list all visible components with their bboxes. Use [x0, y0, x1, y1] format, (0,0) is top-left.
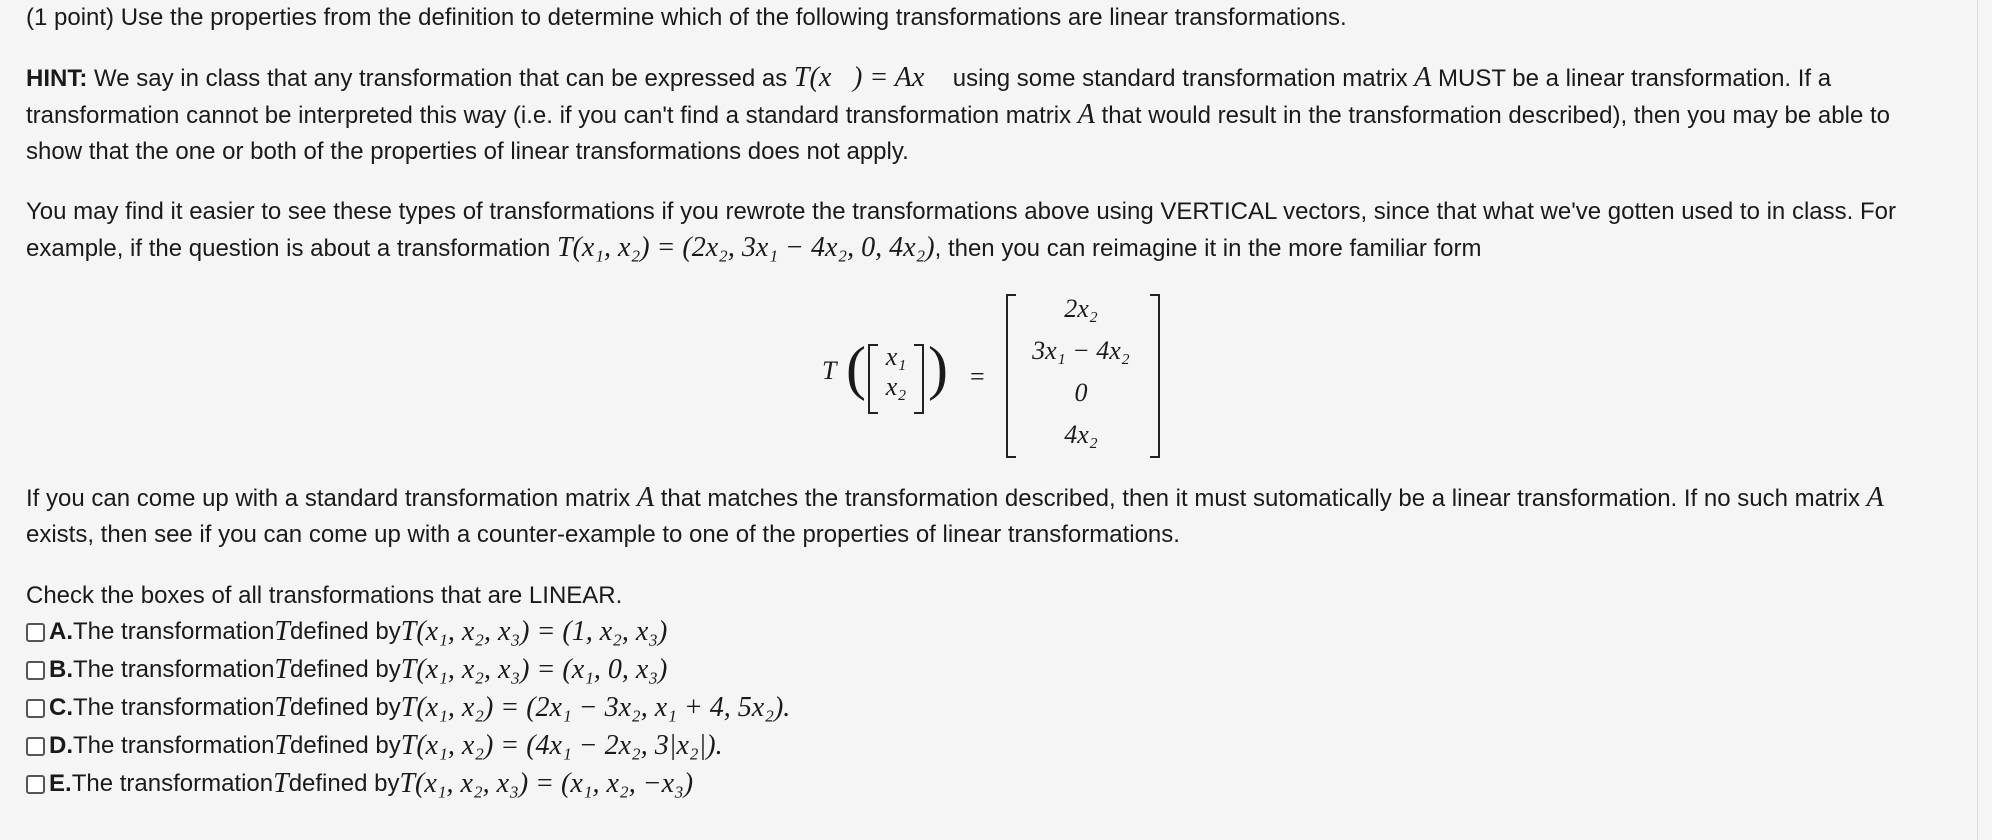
input-left-bracket — [868, 344, 878, 414]
instruction — [26, 578, 1937, 614]
choice-mid: defined by — [290, 694, 401, 721]
choice-equation: T(x₁, x₂, x₃) = (x₁, x₂, −x₃) — [399, 768, 694, 799]
hint-text-3: MUST be a linear transformation. If a transformation cannot be interpreted this way (i.e. if you can't find a standard transformation matrix — [26, 65, 1832, 129]
choice-mid: defined by — [288, 770, 400, 797]
example-text-2: , then you can reimagine it in the more familiar form — [934, 235, 1482, 262]
example-paragraph — [26, 194, 1937, 267]
checkbox-e[interactable] — [26, 775, 45, 794]
choice-letter: C. — [49, 694, 73, 721]
output-row-1: 2x₂ — [1064, 294, 1098, 323]
choice-mid: defined by — [290, 618, 401, 645]
input-right-bracket — [914, 344, 924, 414]
choice-text: The transformation — [73, 618, 275, 645]
choice-t: T — [274, 654, 290, 685]
hint-paragraph — [26, 60, 1937, 170]
hint-matrix-a: A — [1414, 62, 1432, 93]
checkbox-d[interactable] — [26, 737, 45, 756]
left-paren: ( — [846, 335, 866, 401]
choice-equation: T(x₁, x₂) = (2x₁ − 3x₂, x₁ + 4, 5x₂). — [400, 692, 791, 723]
output-row-3: 0 — [1074, 378, 1088, 407]
example-equation: T(x₁, x₂) = (2x₂, 3x₁ − 4x₂, 0, 4x₂) — [556, 232, 935, 263]
choice-letter: B. — [49, 656, 73, 683]
output-row-4: 4x₂ — [1064, 420, 1098, 449]
problem-intro — [26, 0, 1937, 36]
choice-text: The transformation — [73, 732, 275, 759]
followup-text-3: exists, then see if you can come up with a counter-example to one of the properties of linear transformations. — [26, 521, 1180, 548]
display-t: T — [822, 356, 837, 385]
choice-a[interactable] — [26, 614, 667, 650]
vertical-vector-display — [0, 288, 1978, 458]
input-x1: x₁ — [885, 342, 907, 371]
input-vector — [878, 342, 914, 402]
choice-e[interactable] — [26, 766, 693, 802]
example-text-1: You may find it easier to see these types of transformations if you rewrote the transformations above using VERTICAL vectors, since that what we've gotten used to in class. For example, if the question is about a transformation — [26, 198, 1896, 262]
output-vector — [1016, 288, 1146, 456]
output-right-bracket — [1150, 294, 1160, 458]
choice-c[interactable] — [26, 690, 790, 726]
followup-text-2: that matches the transformation described, then it must sutomatically be a linear transformation. If no such matrix — [654, 485, 1867, 512]
checkbox-c[interactable] — [26, 699, 45, 718]
hint-equation: T(x⃗) = Ax⃗ — [793, 62, 947, 93]
checkbox-b[interactable] — [26, 661, 45, 680]
choice-t: T — [274, 692, 290, 723]
intro-text: (1 point) Use the properties from the definition to determine which of the following transformations are linear transformations. — [26, 4, 1347, 31]
hint-text-2: using some standard transformation matrix — [946, 65, 1415, 92]
choice-text: The transformation — [73, 656, 275, 683]
hint-text-1: We say in class that any transformation that can be expressed as — [87, 65, 794, 92]
choice-letter: E. — [49, 770, 72, 797]
display-equals: = — [970, 362, 985, 391]
choice-text: The transformation — [73, 694, 275, 721]
choice-t: T — [274, 730, 290, 761]
right-paren: ) — [928, 335, 948, 401]
checkbox-a[interactable] — [26, 623, 45, 642]
choice-equation: T(x₁, x₂, x₃) = (x₁, 0, x₃) — [400, 654, 668, 685]
choice-equation: T(x₁, x₂, x₃) = (1, x₂, x₃) — [400, 616, 668, 647]
choice-mid: defined by — [290, 656, 401, 683]
choice-mid: defined by — [290, 732, 401, 759]
output-row-2: 3x₁ − 4x₂ — [1032, 336, 1130, 365]
choice-equation: T(x₁, x₂) = (4x₁ − 2x₂, 3|x₂|). — [400, 730, 723, 761]
choice-b[interactable] — [26, 652, 667, 688]
instruction-text: Check the boxes of all transformations that are LINEAR. — [26, 582, 623, 609]
input-x2: x₂ — [885, 372, 907, 401]
choice-t: T — [274, 616, 290, 647]
hint-matrix-a-2: A — [1077, 99, 1095, 130]
output-left-bracket — [1006, 294, 1016, 458]
choice-t: T — [273, 768, 289, 799]
choice-letter: D. — [49, 732, 73, 759]
followup-matrix-a: A — [636, 482, 655, 513]
choice-letter: A. — [49, 618, 73, 645]
followup-paragraph — [26, 480, 1937, 553]
followup-matrix-a-2: A — [1866, 482, 1884, 513]
choice-d[interactable] — [26, 728, 723, 764]
hint-label: HINT: — [26, 65, 88, 92]
followup-text-1: If you can come up with a standard transformation matrix — [26, 485, 637, 512]
hint-text-4: that would result in the transformation described), then you may be able to show that the one or both of the properties of linear transformations does not apply. — [26, 102, 1890, 165]
choice-text: The transformation — [71, 770, 274, 797]
